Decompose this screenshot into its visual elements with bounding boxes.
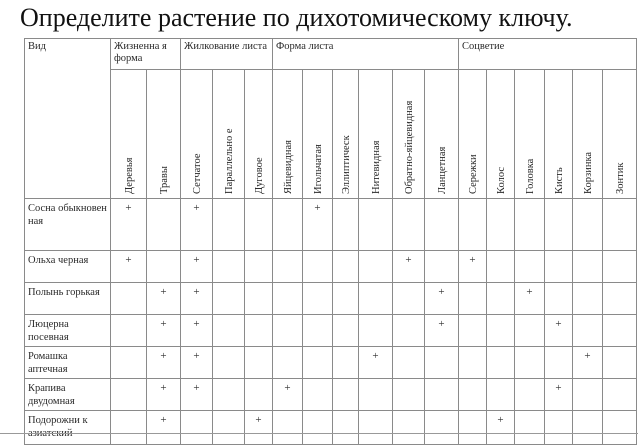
mark-cell [515,315,545,347]
mark-cell [603,315,637,347]
column-header [487,70,515,199]
mark-cell [213,411,245,445]
mark-cell [573,411,603,445]
species-name: Подорожни к [25,411,111,445]
column-header-label: Кисть [553,167,565,194]
mark-cell [459,283,487,315]
mark-cell [459,199,487,251]
mark-cell [545,411,573,445]
column-header [425,70,459,199]
group-header-leaf-shape: Форма листа [273,39,459,70]
mark-cell [603,379,637,411]
mark-cell [425,379,459,411]
mark-cell: + [181,315,213,347]
species-name: Ромашка аптечная [25,347,111,379]
column-header [273,70,303,199]
mark-cell [425,251,459,283]
column-header-label: Нитевидная [370,140,382,194]
column-header-label: Зонтик [614,162,626,194]
mark-cell [425,411,459,445]
group-header-venation: Жилкование листа [181,39,273,70]
mark-cell [303,283,333,315]
mark-cell [213,199,245,251]
mark-cell: + [245,411,273,445]
mark-cell: + [147,283,181,315]
group-header-row [25,39,637,70]
dichotomous-key-table [24,38,637,445]
mark-cell [303,379,333,411]
mark-cell [393,315,425,347]
mark-cell [573,379,603,411]
column-header [545,70,573,199]
mark-cell: + [273,379,303,411]
mark-cell [273,251,303,283]
table-row [25,379,637,411]
column-header [147,70,181,199]
mark-cell [459,315,487,347]
column-header [111,70,147,199]
mark-cell [333,347,359,379]
mark-cell [147,251,181,283]
mark-cell [459,411,487,445]
mark-cell [603,411,637,445]
mark-cell [425,347,459,379]
column-header-label: Игольчатая [312,144,324,194]
mark-cell: + [147,315,181,347]
mark-cell [545,199,573,251]
mark-cell [487,283,515,315]
species-name: Крапива двудомная [25,379,111,411]
mark-cell [603,251,637,283]
column-header-label: Головка [524,158,536,194]
table-row [25,283,637,315]
mark-cell [603,283,637,315]
column-header-label: Сережки [467,154,479,194]
bottom-divider [0,433,638,434]
mark-cell [213,379,245,411]
mark-cell [245,283,273,315]
mark-cell [273,315,303,347]
mark-cell [333,379,359,411]
column-header [603,70,637,199]
column-header [181,70,213,199]
mark-cell: + [425,283,459,315]
species-name: Люцерна посевная [25,315,111,347]
mark-cell [487,251,515,283]
mark-cell: + [147,347,181,379]
mark-cell [359,283,393,315]
column-header-label: Деревья [123,157,135,194]
column-header [213,70,245,199]
column-header-label: Колос [495,166,507,194]
mark-cell [603,347,637,379]
table-row [25,315,637,347]
table-row [25,199,637,251]
mark-cell: + [181,347,213,379]
mark-cell [359,411,393,445]
mark-cell [273,283,303,315]
mark-cell [515,347,545,379]
mark-cell: + [181,379,213,411]
column-header-label: Ланцетная [436,146,448,194]
mark-cell [303,251,333,283]
mark-cell [303,347,333,379]
column-header [359,70,393,199]
species-name: Ольха черная [25,251,111,283]
mark-cell [459,347,487,379]
mark-cell: + [359,347,393,379]
mark-cell: + [147,379,181,411]
mark-cell [111,315,147,347]
mark-cell [213,347,245,379]
mark-cell [147,199,181,251]
mark-cell [359,379,393,411]
mark-cell: + [393,251,425,283]
mark-cell [515,251,545,283]
mark-cell [573,199,603,251]
mark-cell [273,347,303,379]
mark-cell [111,379,147,411]
mark-cell [545,347,573,379]
column-header-label: Корзинка [582,151,594,194]
mark-cell [515,379,545,411]
species-name: Полынь горькая [25,283,111,315]
mark-cell [245,315,273,347]
mark-cell [393,379,425,411]
mark-cell [393,347,425,379]
mark-cell [459,379,487,411]
mark-cell: + [181,251,213,283]
mark-cell [333,283,359,315]
mark-cell: + [425,315,459,347]
mark-cell: + [303,199,333,251]
column-header-label: Травы [158,166,170,194]
species-header: Вид [25,39,111,199]
column-header-label: Обратно-яйцевидная [403,100,415,194]
mark-cell [111,283,147,315]
mark-cell [573,283,603,315]
column-header [393,70,425,199]
column-header-label: Яйцевидная [282,140,294,194]
group-header-inflorescence: Соцветие [459,39,637,70]
table-row [25,347,637,379]
species-name: Сосна обыкновен ная [25,199,111,251]
column-header [515,70,545,199]
page-title: Определите растение по дихотомическому ключу. [20,3,573,32]
mark-cell: + [111,251,147,283]
mark-cell [333,411,359,445]
mark-cell: + [111,199,147,251]
mark-cell [273,411,303,445]
mark-cell [333,251,359,283]
mark-cell [333,199,359,251]
mark-cell [487,379,515,411]
mark-cell [393,283,425,315]
column-header-label: Сетчатое [191,153,203,194]
mark-cell [273,199,303,251]
column-header-row [25,70,637,199]
column-header-label: Параллельно е [223,128,235,194]
mark-cell: + [459,251,487,283]
mark-cell [245,199,273,251]
mark-cell: + [147,411,181,445]
mark-cell [245,347,273,379]
mark-cell [213,315,245,347]
mark-cell: + [487,411,515,445]
mark-cell [111,411,147,445]
mark-cell [487,199,515,251]
mark-cell [359,315,393,347]
mark-cell [213,251,245,283]
mark-cell: + [573,347,603,379]
mark-cell: + [545,379,573,411]
table-row [25,411,637,445]
column-header [333,70,359,199]
mark-cell [515,199,545,251]
mark-cell [111,347,147,379]
mark-cell [303,411,333,445]
group-header-life-form: Жизненна я форма [111,39,181,70]
column-header [573,70,603,199]
mark-cell [303,315,333,347]
mark-cell: + [515,283,545,315]
mark-cell [333,315,359,347]
mark-cell: + [545,315,573,347]
mark-cell: + [181,199,213,251]
column-header [245,70,273,199]
mark-cell: + [181,283,213,315]
mark-cell [425,199,459,251]
mark-cell [515,411,545,445]
column-header-label: Дуговое [253,157,265,194]
column-header-label: Эллиптическ [340,135,352,194]
table-row [25,251,637,283]
mark-cell [245,379,273,411]
mark-cell [393,411,425,445]
mark-cell [487,347,515,379]
mark-cell [245,251,273,283]
mark-cell [393,199,425,251]
mark-cell [487,315,515,347]
column-header [459,70,487,199]
mark-cell [213,283,245,315]
column-header [303,70,333,199]
mark-cell [573,315,603,347]
mark-cell [545,283,573,315]
mark-cell [545,251,573,283]
mark-cell [359,251,393,283]
mark-cell [573,251,603,283]
mark-cell [359,199,393,251]
mark-cell [603,199,637,251]
mark-cell [181,411,213,445]
